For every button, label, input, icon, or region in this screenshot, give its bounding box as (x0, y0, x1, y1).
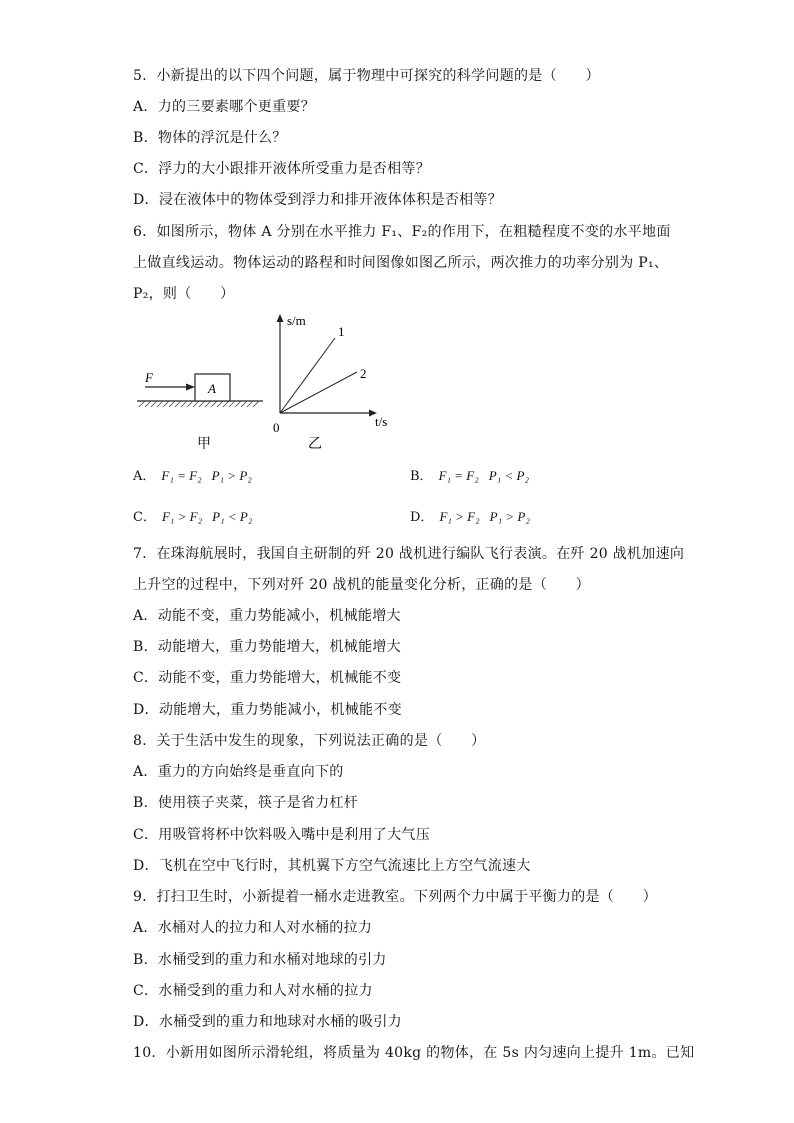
question-9-option-b: B．水桶受到的重力和水桶对地球的引力 (133, 952, 387, 968)
question-6-option-c: C． F₁ > F₂ P₁ < P₂ (133, 509, 253, 525)
question-7-option-a: A．动能不变，重力势能减小，机械能增大 (133, 608, 401, 624)
question-6-option-a: A． F₁ = F₂ P₁ > P₂ (133, 468, 252, 484)
y-axis-arrowhead (277, 314, 284, 322)
block-a-label: A (208, 381, 216, 396)
line-1-label: 1 (338, 324, 345, 339)
question-5-option-d: D．浸在液体中的物体受到浮力和排开液体体积是否相等？ (133, 192, 503, 208)
question-7-stem-line-1: 7．在珠海航展时，我国自主研制的歼 20 战机进行编队飞行表演。在歼 20 战机加速向 (133, 546, 685, 562)
question-5-option-c: C．浮力的大小跟排开液体所受重力是否相等？ (133, 161, 431, 177)
question-8-stem: 8．关于生活中发生的现象，下列说法正确的是（ ） (133, 733, 486, 749)
force-arrowhead (186, 384, 195, 391)
block-diagram (137, 370, 263, 452)
question-8-option-c: C．用吸管将杯中饮料吸入嘴中是利用了大气压 (133, 827, 431, 843)
question-6-option-d: D． F₁ > F₂ P₁ > P₂ (410, 509, 530, 525)
question-5-stem: 5．小新提出的以下四个问题，属于物理中可探究的科学问题的是（ ） (133, 68, 600, 84)
origin-label: 0 (273, 420, 280, 435)
ground-hatching (139, 401, 259, 407)
caption-jia: 甲 (197, 436, 211, 452)
question-5-option-b: B．物体的浮沉是什么？ (133, 130, 287, 146)
graph-line-1 (280, 338, 335, 413)
question-6-figure (135, 312, 410, 462)
question-9-option-c: C．水桶受到的重力和人对水桶的拉力 (133, 983, 373, 999)
question-7-stem-line-2: 上升空的过程中，下列对歼 20 战机的能量变化分析，正确的是（ ） (133, 577, 590, 593)
question-6-stem-line-1: 6．如图所示，物体 A 分别在水平推力 F₁、F₂的作用下，在粗糙程度不变的水平地面 (133, 224, 671, 240)
question-8-option-b: B．使用筷子夹菜，筷子是省力杠杆 (133, 795, 359, 811)
force-label: F (145, 370, 153, 385)
s-t-graph (273, 313, 387, 452)
question-9-stem: 9．打扫卫生时，小新提着一桶水走进教室。下列两个力中属于平衡力的是（ ） (133, 889, 658, 905)
question-6-stem-line-3: P₂，则（ ） (133, 286, 235, 302)
x-axis-label: t/s (375, 414, 388, 429)
question-6-option-b: B． F₁ = F₂ P₁ < P₂ (410, 468, 529, 484)
question-8-option-a: A．重力的方向始终是垂直向下的 (133, 764, 344, 780)
question-8-option-d: D．飞机在空中飞行时，其机翼下方空气流速比上方空气流速大 (133, 858, 531, 874)
graph-line-2 (280, 372, 357, 413)
question-5-option-a: A．力的三要素哪个更重要？ (133, 99, 316, 115)
line-2-label: 2 (360, 366, 367, 381)
question-9-option-a: A．水桶对人的拉力和人对水桶的拉力 (133, 920, 373, 936)
y-axis-label: s/m (287, 313, 306, 328)
caption-yi: 乙 (308, 436, 322, 452)
question-10-stem: 10．小新用如图所示滑轮组，将质量为 40kg 的物体，在 5s 内匀速向上提升 1m。已知 (133, 1045, 695, 1061)
question-7-option-b: B．动能增大，重力势能增大，机械能增大 (133, 639, 401, 655)
question-6-stem-line-2: 上做直线运动。物体运动的路程和时间图像如图乙所示，两次推力的功率分别为 P₁、 (133, 255, 669, 271)
question-9-option-d: D．水桶受到的重力和地球对水桶的吸引力 (133, 1014, 402, 1030)
question-7-option-d: D．动能增大，重力势能减小，机械能不变 (133, 702, 402, 718)
question-7-option-c: C．动能不变，重力势能增大，机械能不变 (133, 670, 402, 686)
